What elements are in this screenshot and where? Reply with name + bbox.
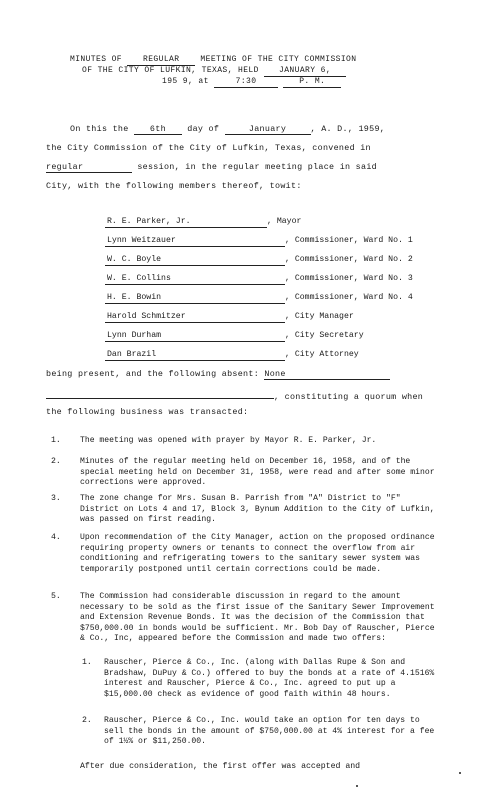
member-role: , Commissioner, Ward No. 3 <box>285 274 413 283</box>
item-text: The meeting was opened with prayer by Mayor R. E. Parker, Jr. <box>80 436 377 445</box>
quorum-text: , constituting a quorum when <box>274 392 424 402</box>
offer-text: Rauscher, Pierce & Co., Inc. would take an option for ten days to sell the bonds in the amount of $750,000.00 at 4% interest for a fee of 1½% or $11,250.00. <box>104 716 435 746</box>
year-field: 9 <box>374 124 380 134</box>
member-role: , City Manager <box>285 312 354 321</box>
member-row <box>105 331 364 342</box>
header-line-1 <box>70 55 356 66</box>
member-name: Dan Brazil <box>105 350 285 361</box>
header-prefix: MINUTES OF <box>70 55 123 64</box>
member-row <box>105 312 354 323</box>
member-name: R. E. Parker, Jr. <box>105 217 267 228</box>
offer-text: Rauscher, Pierce & Co., Inc. (along with Dallas Rupe & Son and Bradshaw, DuPuy & Co.) offered to buy the bonds at a rate of 4.1516% interest and Rauscher, Pierce & Co., Inc. agreed to put up a $15,000.00 check as evidence of good faith within 48 hours. <box>104 658 435 699</box>
member-role: , City Attorney <box>285 350 359 359</box>
intro-day-of: day of <box>187 124 220 134</box>
member-row <box>105 350 359 361</box>
item-text: Minutes of the regular meeting held on December 16, 1958, and of the special meeting held on December 31, 1958, were read and after some minor corrections were approved. <box>80 457 435 487</box>
member-row <box>105 217 301 228</box>
offer-number: 1. <box>82 658 92 667</box>
intro-comma: , <box>379 124 386 134</box>
offer-number: 2. <box>82 716 92 725</box>
member-role: , Commissioner, Ward No. 2 <box>285 255 413 264</box>
absent-continuation-blank <box>46 388 274 399</box>
scan-speck <box>356 785 358 787</box>
item-number: 3. <box>51 494 61 503</box>
member-name: W. C. Boyle <box>105 255 285 266</box>
member-role: , Mayor <box>267 217 302 226</box>
meeting-type-field: REGULAR <box>127 55 195 66</box>
business-line: the following business was transacted: <box>46 407 249 417</box>
item-text: Upon recommendation of the City Manager, action on the proposed ordinance requiring property owners or tenants to connect the overflow from air conditioning and refrigerating towers to the sanitary sewer system was temporarily postponed until certain corrections could be made. <box>80 533 435 574</box>
header-city-text: OF THE CITY OF LUFKIN, TEXAS, HELD <box>82 66 259 75</box>
member-name: Harold Schmitzer <box>105 312 285 323</box>
header-suffix: MEETING OF THE CITY COMMISSION <box>200 55 357 64</box>
member-row <box>105 274 413 285</box>
meeting-time-field: 7:30 <box>214 77 278 88</box>
item-number: 2. <box>51 457 61 466</box>
quorum-line <box>46 388 423 402</box>
header-line-2 <box>82 66 346 77</box>
meeting-ampm-field: P. M. <box>283 77 341 88</box>
member-role: , City Secretary <box>285 331 364 340</box>
closing-line: After due consideration, the first offer was accepted and <box>80 762 361 771</box>
intro-ad: , A. D., 195 <box>310 124 375 134</box>
item-number: 4. <box>51 533 61 542</box>
member-row <box>105 255 413 266</box>
absent-field: None <box>264 369 390 380</box>
item-text: The Commission had considerable discussion in regard to the amount necessary to be sold as the first issue of the Sanitary Sewer Improvement and Extension Revenue Bonds. It was the decision of the Commission that $750,000.00 in bonds would be sufficient. Mr. Bob Day of Rauscher, Pierce & Co., Inc, appeared before the Commission and made two offers: <box>80 592 435 643</box>
member-name: Lynn Weitzauer <box>105 236 285 247</box>
month-field: January <box>225 124 311 135</box>
member-row <box>105 236 413 247</box>
meeting-date-field: JANUARY 6, <box>264 66 346 77</box>
session-type-field: regular <box>46 162 132 173</box>
intro-session-text: session, in the regular meeting place in said <box>137 162 377 172</box>
item-text: The zone change for Mrs. Susan B. Parrish from "A" District to "F" District on Lots 4 and 17, Block 3, Bynum Addition to the City of Lufkin, was passed on first reading. <box>80 494 435 524</box>
day-field: 6th <box>134 124 182 135</box>
member-name: H. E. Bowin <box>105 293 285 304</box>
intro-line-1 <box>70 124 385 135</box>
absent-line <box>46 369 390 380</box>
intro-line-2: the City Commission of the City of Lufkin, Texas, convened in <box>46 143 371 153</box>
member-role: , Commissioner, Ward No. 1 <box>285 236 413 245</box>
item-number: 5. <box>51 592 61 601</box>
intro-line-4: City, with the following members thereof, towit: <box>46 181 302 191</box>
header-line-3 <box>162 77 341 88</box>
member-name: W. E. Collins <box>105 274 285 285</box>
member-name: Lynn Durham <box>105 331 285 342</box>
scan-speck <box>459 772 461 774</box>
item-number: 1. <box>51 436 61 445</box>
member-role: , Commissioner, Ward No. 4 <box>285 293 413 302</box>
member-row <box>105 293 413 304</box>
header-at-text: , at <box>188 77 209 86</box>
meeting-year: 195 9 <box>162 77 189 86</box>
absent-label: being present, and the following absent: <box>46 369 260 379</box>
intro-on-this-the: On this the <box>70 124 129 134</box>
intro-line-3 <box>46 162 377 173</box>
